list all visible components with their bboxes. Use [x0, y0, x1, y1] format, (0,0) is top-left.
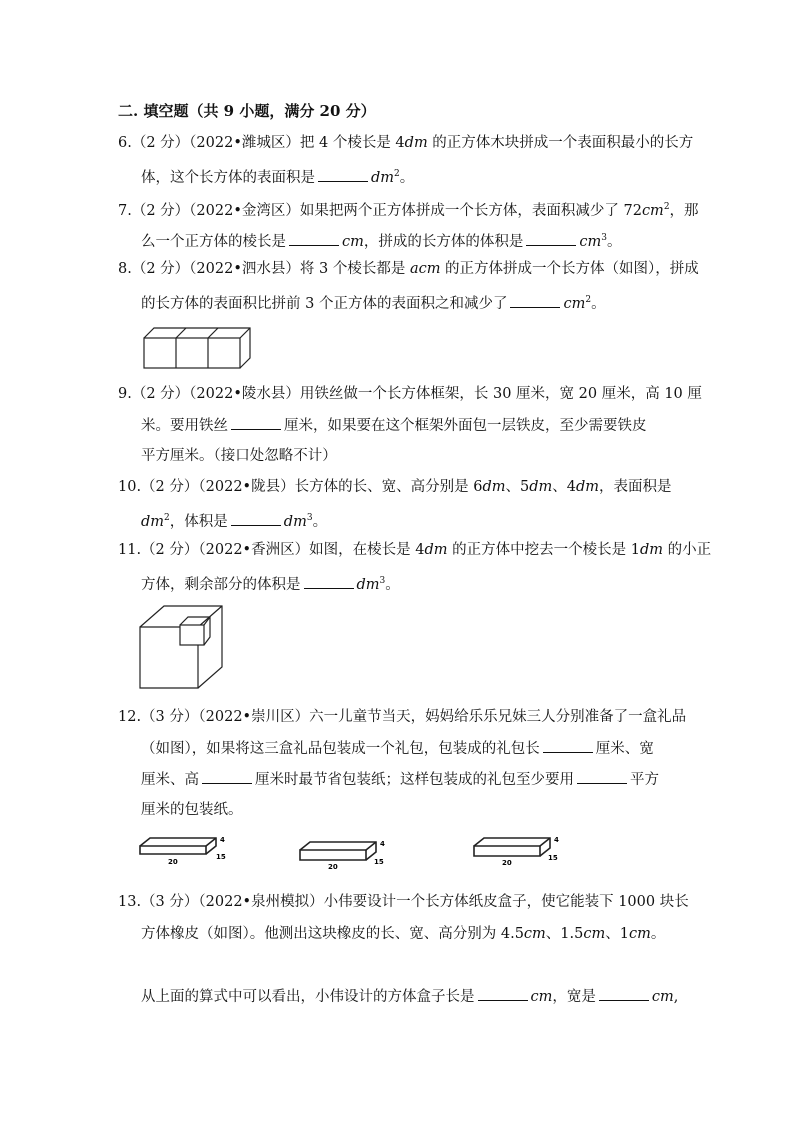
answer-blank[interactable] [202, 769, 252, 784]
answer-blank[interactable] [577, 769, 627, 784]
answer-blank[interactable] [318, 167, 368, 182]
gift-box-3 [470, 834, 566, 866]
three-cubes-figure [140, 322, 252, 372]
answer-blank[interactable] [478, 986, 528, 1001]
gift-box-2 [296, 838, 392, 870]
answer-blank[interactable] [526, 231, 576, 246]
box-height-label: 4 [380, 840, 385, 848]
q13-line2: 方体橡皮（如图）。他测出这块橡皮的长、宽、高分别为 4.5cm、1.5cm、1cm。 [141, 926, 666, 942]
box-length-label: 20 [168, 858, 178, 866]
answer-blank[interactable] [231, 415, 281, 430]
box-length-label: 20 [502, 859, 512, 866]
answer-blank[interactable] [231, 511, 281, 526]
gift-box-1 [136, 834, 232, 866]
cube-with-notch-figure [136, 603, 226, 691]
answer-blank[interactable] [304, 574, 354, 589]
q13-line1: 13.（3 分）（2022•泉州模拟）小伟要设计一个长方体纸皮盒子，使它能装下 1000 块长 [118, 894, 689, 910]
q12-line4: 厘米的包装纸。 [141, 802, 243, 818]
q7-line2: 么一个正方体的棱长是 cm，拼成的长方体的体积是 $cm^3$。 [141, 228, 621, 252]
box-width-label: 15 [548, 854, 558, 862]
answer-blank[interactable] [289, 231, 339, 246]
q13-line3: 从上面的算式中可以看出，小伟设计的方体盒子长是 cm，宽是 cm, [141, 986, 678, 1007]
q8-line1: 8.（2 分）（2022•泗水县）将 3 个棱长都是 acm 的正方体拼成一个长方体（如图），拼成 [118, 261, 699, 277]
answer-blank[interactable] [510, 293, 560, 308]
q11-line1: 11.（2 分）（2022•香洲区）如图，在棱长是 4dm 的正方体中挖去一个棱长是 1dm 的小正 [118, 542, 712, 558]
box-width-label: 15 [216, 853, 226, 861]
q9-line3: 平方厘米。（接口处忽略不计） [141, 448, 337, 464]
section-title: 二. 填空题（共 9 小题，满分 20 分） [118, 102, 376, 120]
q9-line2: 米。要用铁丝 厘米，如果要在这个框架外面包一层铁皮，至少需要铁皮 [141, 415, 647, 436]
q10-line1: 10.（2 分）（2022•陇县）长方体的长、宽、高分别是 6dm、5dm、4dm，表面积是 [118, 479, 672, 495]
box-length-label: 20 [328, 863, 338, 870]
q6-line2: 体，这个长方体的表面积是 $dm^2$。 [141, 164, 414, 188]
q11-line2: 方体，剩余部分的体积是 $dm^3$。 [141, 571, 400, 595]
answer-blank[interactable] [599, 986, 649, 1001]
q10-line2: $dm^2$，体积是 $dm^3$。 [141, 508, 327, 532]
q12-line2: （如图），如果将这三盒礼品包装成一个礼包，包装成的礼包长 厘米、宽 [141, 738, 654, 759]
q9-line1: 9.（2 分）（2022•陵水县）用铁丝做一个长方体框架，长 30 厘米，宽 20 厘米，高 10 厘 [118, 386, 702, 402]
q7-line1: 7.（2 分）（2022•金湾区）如果把两个正方体拼成一个长方体，表面积减少了 $72cm^2$，那 [118, 202, 699, 219]
q8-line2: 的长方体的表面积比拼前 3 个正方体的表面积之和减少了 $cm^2$。 [141, 290, 606, 314]
q12-line3: 厘米、高 厘米时最节省包装纸；这样包装成的礼包至少要用 平方 [141, 769, 659, 790]
q6-line1: 6.（2 分）（2022•潍城区）把 4 个棱长是 4dm 的正方体木块拼成一个表面积最小的长方 [118, 135, 694, 151]
q12-line1: 12.（3 分）（2022•崇川区）六一儿童节当天，妈妈给乐乐兄妹三人分别准备了一盒礼品 [118, 709, 687, 725]
answer-blank[interactable] [543, 738, 593, 753]
box-height-label: 4 [554, 836, 559, 844]
box-height-label: 4 [220, 836, 225, 844]
box-width-label: 15 [374, 858, 384, 866]
